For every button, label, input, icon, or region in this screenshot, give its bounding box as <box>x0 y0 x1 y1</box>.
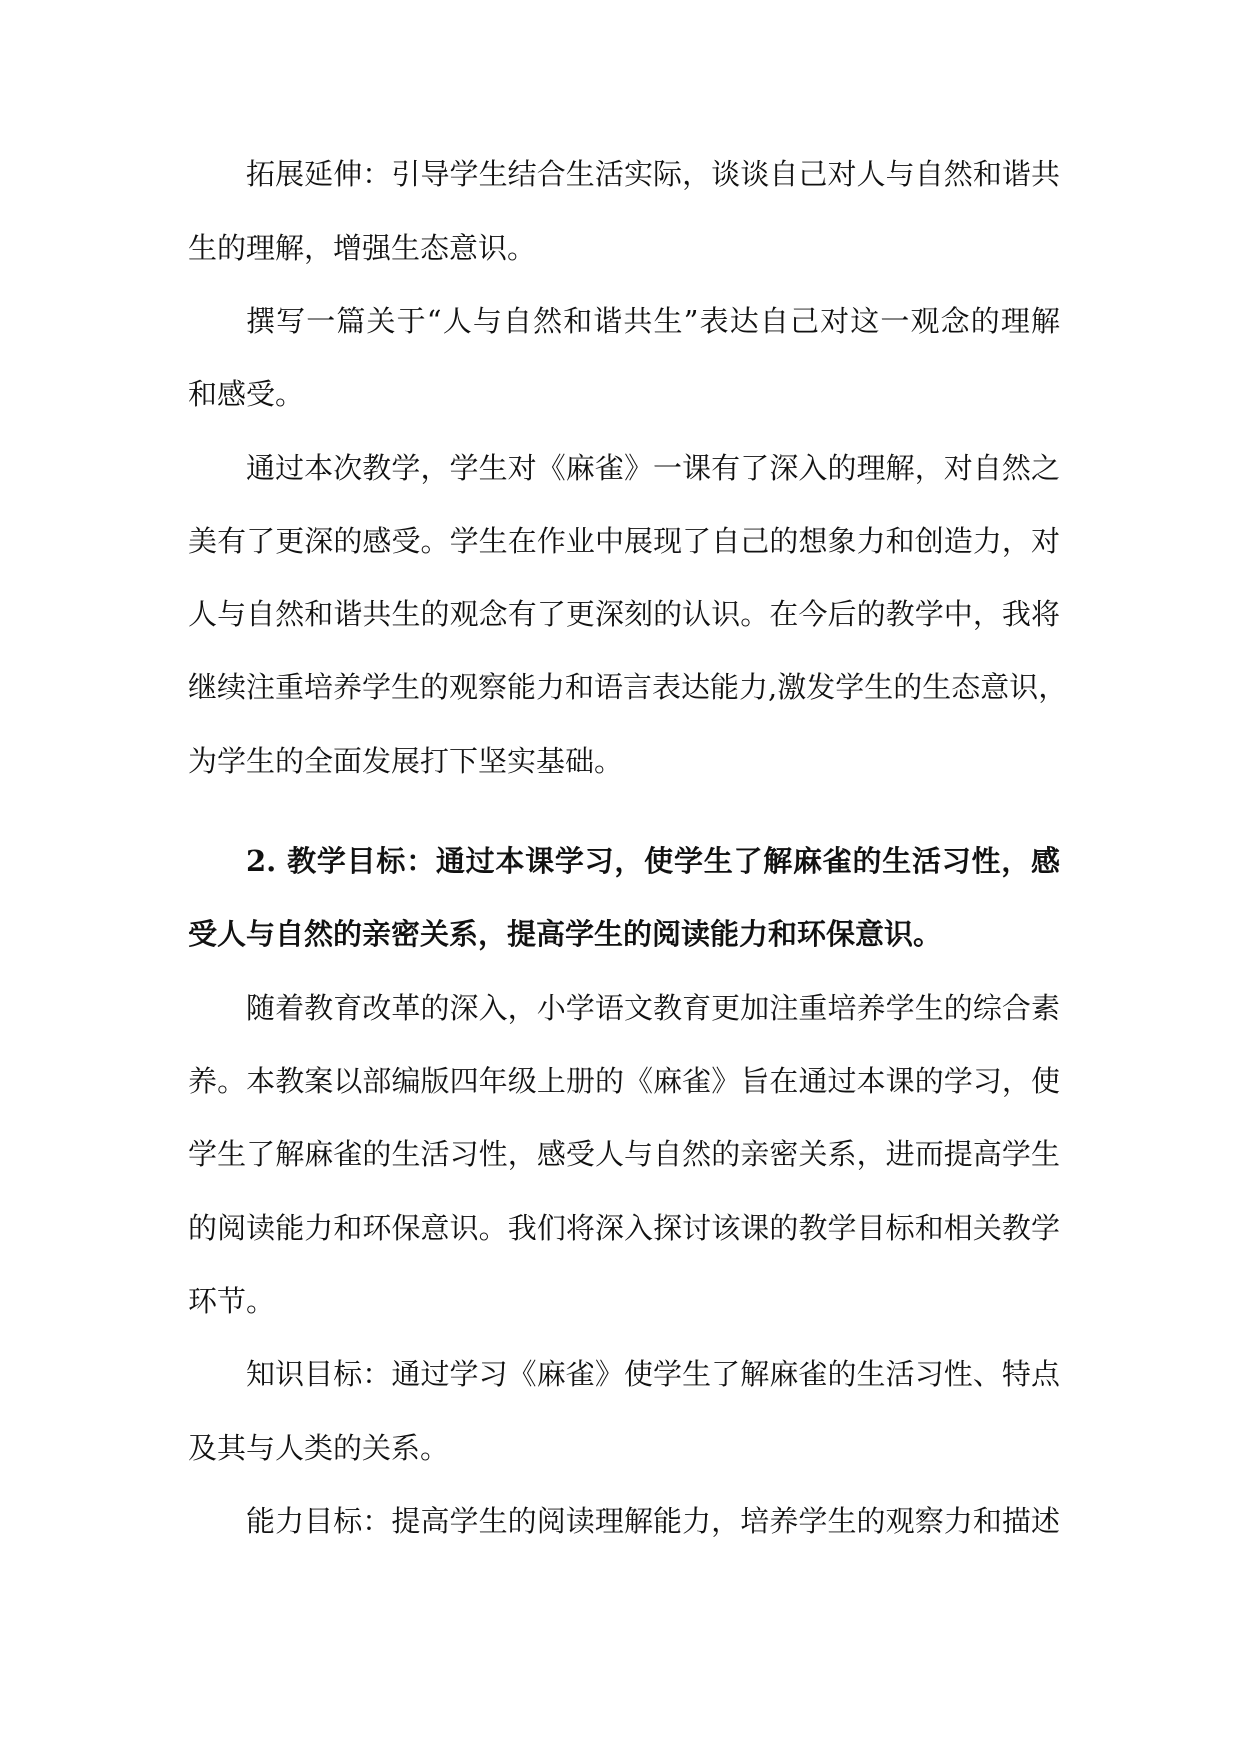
paragraph-line: 学生了解麻雀的生活习性，感受人与自然的亲密关系，进而提高学生 <box>188 1137 1060 1171</box>
paragraph-line: 知识目标：通过学习《麻雀》使学生了解麻雀的生活习性、特点 <box>246 1357 1060 1391</box>
paragraph-line: 美有了更深的感受。学生在作业中展现了自己的想象力和创造力，对 <box>188 524 1060 558</box>
paragraph-line: 撰写一篇关于“人与自然和谐共生”表达自己对这一观念的理解 <box>246 304 1060 338</box>
paragraph-line: 通过本次教学，学生对《麻雀》一课有了深入的理解，对自然之 <box>246 451 1060 485</box>
paragraph-line: 的阅读能力和环保意识。我们将深入探讨该课的教学目标和相关教学 <box>188 1211 1060 1245</box>
paragraph-line: 生的理解，增强生态意识。 <box>188 231 537 265</box>
section-heading-line: 2. 教学目标：通过本课学习，使学生了解麻雀的生活习性，感 <box>246 844 1060 878</box>
paragraph-line: 能力目标：提高学生的阅读理解能力，培养学生的观察力和描述 <box>246 1504 1060 1538</box>
paragraph-line: 随着教育改革的深入，小学语文教育更加注重培养学生的综合素 <box>246 991 1060 1025</box>
paragraph-line: 及其与人类的关系。 <box>188 1431 450 1465</box>
paragraph-line: 继续注重培养学生的观察能力和语言表达能力,激发学生的生态意识， <box>188 670 1068 704</box>
paragraph-line: 人与自然和谐共生的观念有了更深刻的认识。在今后的教学中，我将 <box>188 597 1060 631</box>
paragraph-line: 环节。 <box>188 1284 276 1318</box>
paragraph-line: 和感受。 <box>188 377 305 411</box>
paragraph-line: 拓展延伸：引导学生结合生活实际，谈谈自己对人与自然和谐共 <box>246 157 1060 191</box>
section-heading-line: 受人与自然的亲密关系，提高学生的阅读能力和环保意识。 <box>188 917 943 951</box>
paragraph-line: 为学生的全面发展打下坚实基础。 <box>188 744 624 778</box>
paragraph-line: 养。本教案以部编版四年级上册的《麻雀》旨在通过本课的学习，使 <box>188 1064 1060 1098</box>
